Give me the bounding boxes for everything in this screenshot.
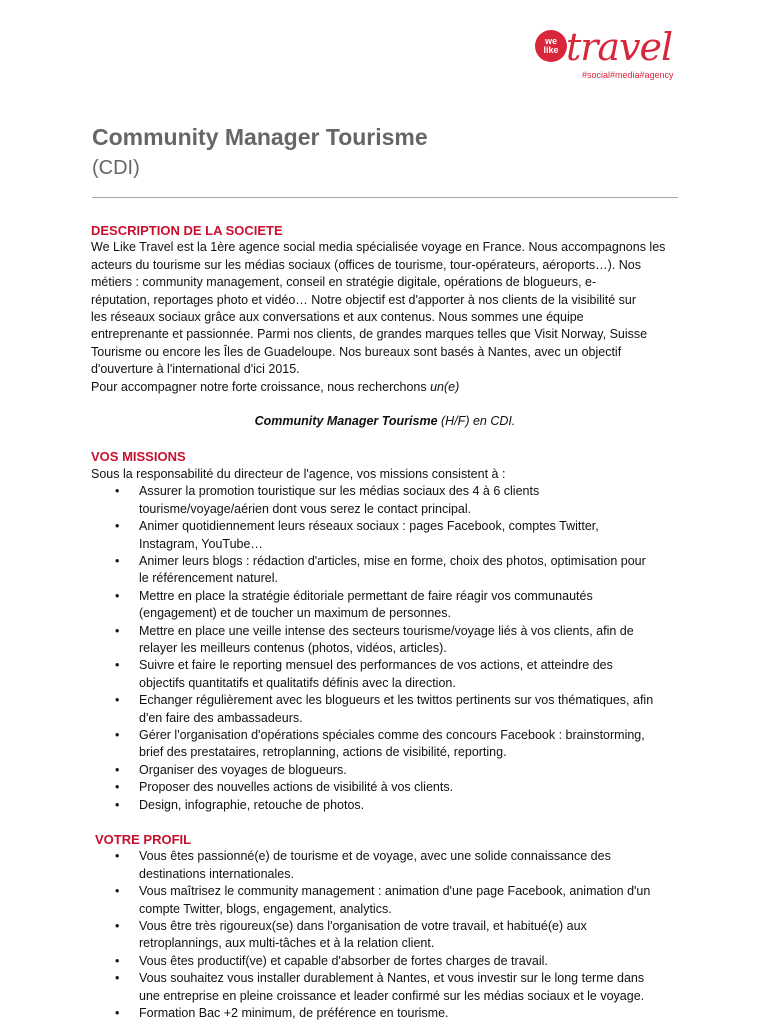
- recruit-line: [91, 379, 679, 396]
- list-item: [91, 657, 679, 692]
- societe-line: métiers : community management, conseil en stratégie digitale, opérations de blogueurs, e-: [91, 275, 597, 290]
- list-item-text: Vous souhaitez vous installer durablement à Nantes, et vous investir sur le long terme dans: [139, 971, 645, 986]
- list-item-text: Vous êtes productif(ve) et capable d'absorber de fortes charges de travail.: [139, 953, 548, 968]
- list-item: [91, 483, 679, 518]
- title-divider: [92, 197, 678, 198]
- list-item: [91, 970, 679, 1005]
- bullet-icon: •: [115, 484, 120, 499]
- list-item: [91, 918, 679, 953]
- list-item-text: Assurer la promotion touristique sur les médias sociaux des 4 à 6 clients: [139, 484, 540, 499]
- list-item-text: une entreprise en pleine croissance et leader confirmé sur les médias sociaux et le voyage.: [139, 988, 645, 1003]
- list-item: [91, 727, 679, 762]
- societe-line: d'ouverture à l'international d'ici 2015.: [91, 362, 300, 377]
- list-item-text: destinations internationales.: [139, 866, 294, 881]
- list-item: [91, 518, 679, 553]
- list-item-text: Mettre en place une veille intense des secteurs tourisme/voyage liés à vos clients, afin de: [139, 623, 634, 638]
- logo-wordmark: travel: [566, 25, 673, 69]
- list-item-text: Gérer l'organisation d'opérations spéciales comme des concours Facebook : brainstorming,: [139, 727, 645, 742]
- bullet-icon: •: [115, 588, 120, 603]
- list-item-text: tourisme/voyage/aérien dont vous serez le contact principal.: [139, 501, 472, 516]
- list-item-text: Organiser des voyages de blogueurs.: [139, 762, 347, 777]
- societe-line: We Like Travel est la 1ère agence social media spécialisée voyage en France. Nous accompagnons les: [91, 240, 666, 255]
- list-item-text: d'en faire des ambassadeurs.: [139, 710, 303, 725]
- page-subtitle: (CDI): [92, 157, 140, 179]
- missions-intro: Sous la responsabilité du directeur de l'agence, vos missions consistent à :: [91, 466, 506, 481]
- bullet-icon: •: [115, 727, 120, 742]
- list-item-text: Suivre et faire le reporting mensuel des performances de vos actions, et atteindre des: [139, 658, 613, 673]
- logo-circle-like: like: [543, 45, 559, 55]
- bullet-icon: •: [115, 693, 120, 708]
- missions-heading: VOS MISSIONS: [91, 449, 186, 465]
- list-item-text: le référencement naturel.: [139, 571, 278, 586]
- list-item-text: Animer leurs blogs : rédaction d'articles, mise en forme, choix des photos, optimisation pour: [139, 553, 646, 568]
- page-title: Community Manager Tourisme: [92, 124, 428, 150]
- list-item: [91, 848, 679, 883]
- list-item: [91, 1005, 679, 1022]
- list-item-text: Vous êtes passionné(e) de tourisme et de voyage, avec une solide connaissance des: [139, 849, 611, 864]
- company-logo: [522, 26, 682, 92]
- bullet-icon: •: [115, 919, 120, 934]
- document-body: [91, 222, 679, 1022]
- list-item: [91, 762, 679, 779]
- bullet-icon: •: [115, 849, 120, 864]
- list-item-text: brief des prestataires, retroplanning, actions de visibilité, reporting.: [139, 745, 507, 760]
- societe-line: réputation, reportages photo et vidéo… Notre objectif est d'apporter à nos clients de la visibilité sur: [91, 292, 637, 307]
- list-item: [91, 692, 679, 727]
- profil-list: [91, 848, 679, 1022]
- societe-line: les réseaux sociaux grâce aux conversations et aux contenus. Nous sommes une équipe: [91, 310, 584, 325]
- societe-heading: DESCRIPTION DE LA SOCIETE: [91, 223, 283, 238]
- logo-circle-we: we: [544, 36, 557, 46]
- list-item: [91, 883, 679, 918]
- list-item: [91, 588, 679, 623]
- list-item-text: objectifs quantitatifs et qualitatifs définis avec la direction.: [139, 675, 456, 690]
- list-item-text: Formation Bac +2 minimum, de préférence en tourisme.: [139, 1006, 449, 1021]
- list-item-text: Vous être très rigoureux(se) dans l'organisation de votre travail, et habitué(e) aux: [139, 919, 587, 934]
- bullet-icon: •: [115, 780, 120, 795]
- list-item-text: retroplannings, aux multi-tâches et à la relation client.: [139, 936, 435, 951]
- bullet-icon: •: [115, 884, 120, 899]
- list-item-text: Mettre en place la stratégie éditoriale permettant de faire réagir vos communautés: [139, 588, 593, 603]
- recruit-text: Pour accompagner notre forte croissance, nous recherchons: [91, 379, 431, 394]
- profil-heading: VOTRE PROFIL: [95, 832, 192, 847]
- list-item-text: Vous maîtrisez le community management : animation d'une page Facebook, animation d'un: [139, 884, 651, 899]
- list-item: [91, 953, 679, 970]
- bullet-icon: •: [115, 1006, 120, 1021]
- job-line: [91, 413, 679, 430]
- list-item: [91, 623, 679, 658]
- list-item-text: Design, infographie, retouche de photos.: [139, 797, 365, 812]
- bullet-icon: •: [115, 623, 120, 638]
- list-item: [91, 553, 679, 588]
- list-item: [91, 779, 679, 796]
- societe-line: Tourisme ou encore les Îles de Guadeloupe. Nos bureaux sont basés à Nantes, avec un objectif: [91, 344, 622, 359]
- bullet-icon: •: [115, 658, 120, 673]
- list-item-text: compte Twitter, blogs, engagement, analytics.: [139, 901, 392, 916]
- societe-line: entreprenante et passionnée. Parmi nos clients, de grandes marques telles que Visit Norway, Suisse: [91, 327, 648, 342]
- bullet-icon: •: [115, 762, 120, 777]
- job-title-bold: Community Manager Tourisme: [254, 414, 438, 429]
- list-item-text: Animer quotidiennement leurs réseaux sociaux : pages Facebook, comptes Twitter,: [139, 519, 599, 534]
- bullet-icon: •: [115, 953, 120, 968]
- list-item-text: relayer les meilleurs contenus (photos, vidéos, articles).: [139, 640, 447, 655]
- recruit-italic: un(e): [430, 379, 460, 394]
- societe-line: acteurs du tourisme sur les médias sociaux (offices de tourisme, tour-opérateurs, aéroports…). Nos: [91, 257, 641, 272]
- list-item-text: Proposer des nouvelles actions de visibilité à vos clients.: [139, 780, 454, 795]
- job-title-rest: (H/F) en CDI.: [437, 414, 516, 429]
- missions-list: [91, 483, 679, 814]
- list-item-text: Echanger régulièrement avec les blogueurs et les twittos pertinents sur vos thématiques, afin: [139, 693, 654, 708]
- logo-circle: [535, 30, 567, 62]
- logo-tagline: #social#media#agency: [582, 70, 674, 80]
- list-item-text: Instagram, YouTube…: [139, 536, 263, 551]
- list-item: [91, 797, 679, 814]
- societe-paragraph: [91, 239, 679, 396]
- bullet-icon: •: [115, 519, 120, 534]
- bullet-icon: •: [115, 971, 120, 986]
- bullet-icon: •: [115, 797, 120, 812]
- bullet-icon: •: [115, 553, 120, 568]
- list-item-text: (engagement) et de toucher un maximum de personnes.: [139, 606, 451, 621]
